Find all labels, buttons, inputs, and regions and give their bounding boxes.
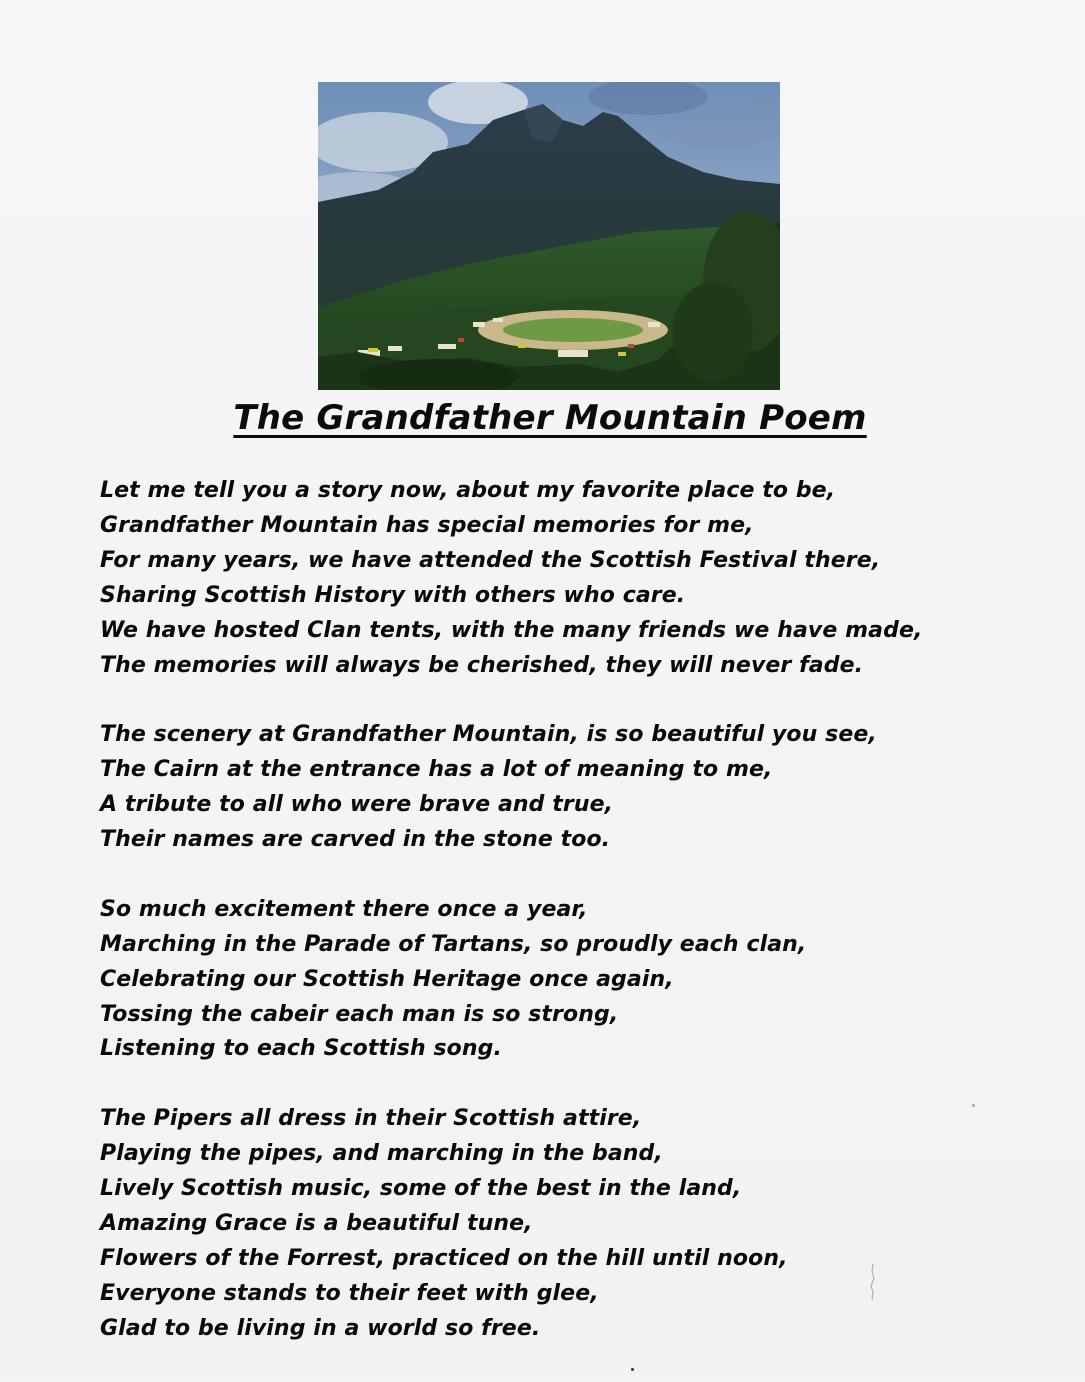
pencil-mark bbox=[866, 1262, 880, 1302]
speck bbox=[972, 1104, 975, 1107]
poem-line: Everyone stands to their feet with glee, bbox=[100, 1280, 599, 1306]
poem-line: Playing the pipes, and marching in the band, bbox=[100, 1141, 663, 1167]
stanza-1 bbox=[100, 474, 1060, 683]
poem-line: Tossing the cabeir each man is so strong, bbox=[100, 1001, 619, 1027]
poem-line: Flowers of the Forrest, practiced on the hill until noon, bbox=[100, 1245, 788, 1271]
poem-line: Grandfather Mountain has special memories for me, bbox=[100, 512, 754, 538]
poem-line: Amazing Grace is a beautiful tune, bbox=[100, 1210, 533, 1236]
poem-line: So much excitement there once a year, bbox=[100, 896, 588, 922]
mountain-photo bbox=[318, 82, 780, 390]
poem-line: Marching in the Parade of Tartans, so proudly each clan, bbox=[100, 931, 807, 957]
poem-line: Lively Scottish music, some of the best in the land, bbox=[100, 1176, 742, 1202]
poem-line: The memories will always be cherished, they will never fade. bbox=[100, 652, 864, 678]
poem-line: Let me tell you a story now, about my favorite place to be, bbox=[100, 478, 836, 503]
poem-line: The Pipers all dress in their Scottish attire, bbox=[100, 1106, 642, 1132]
stanza-3 bbox=[100, 893, 1060, 1068]
poem-line: Glad to be living in a world so free. bbox=[100, 1315, 541, 1341]
page-title: The Grandfather Mountain Poem bbox=[233, 398, 867, 438]
poem-line: For many years, we have attended the Scottish Festival there, bbox=[100, 547, 881, 573]
speck bbox=[631, 1368, 634, 1371]
poem-line: The Cairn at the entrance has a lot of meaning to me, bbox=[100, 757, 773, 783]
poem-line: Listening to each Scottish song. bbox=[100, 1036, 502, 1062]
poem-line: Sharing Scottish History with others who care. bbox=[100, 582, 686, 608]
stanza-2 bbox=[100, 718, 1060, 858]
poem-line: A tribute to all who were brave and true, bbox=[100, 792, 614, 818]
poem-line: We have hosted Clan tents, with the many friends we have made, bbox=[100, 617, 923, 643]
stanza-4 bbox=[100, 1102, 1060, 1346]
poem-line: Celebrating our Scottish Heritage once again, bbox=[100, 966, 674, 992]
poem-line: Their names are carved in the stone too. bbox=[100, 827, 611, 853]
poem-line: The scenery at Grandfather Mountain, is so beautiful you see, bbox=[100, 722, 877, 748]
poem bbox=[100, 474, 1060, 1382]
